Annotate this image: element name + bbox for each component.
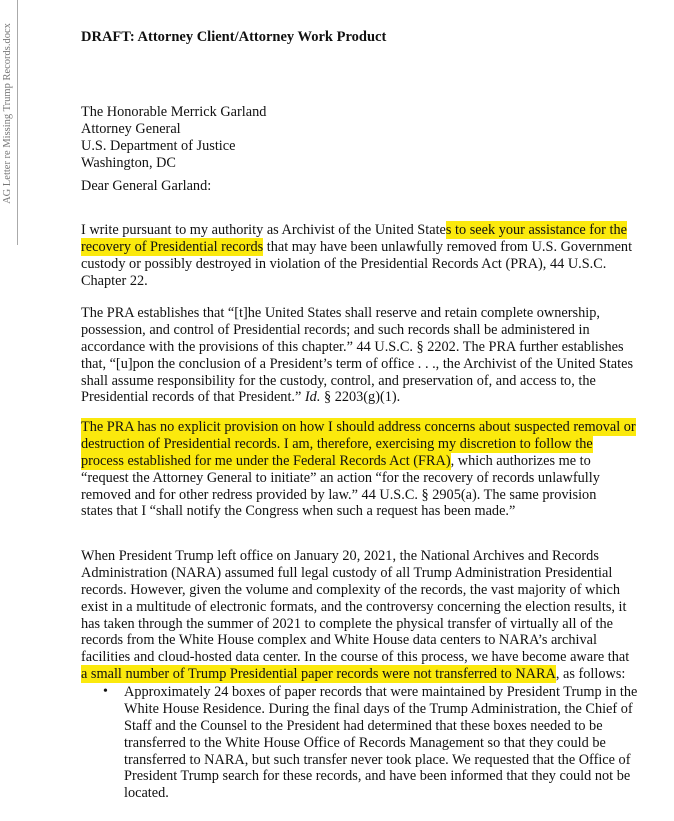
text-line [124,785,637,802]
text-line [81,632,629,649]
text-line [81,339,633,356]
paragraph-3 [81,419,636,520]
text-segment: custody or possibly destroyed in violation of the Presidential Records Act (PRA), 44 U.S.C. [81,255,607,272]
text-line [81,503,636,520]
bullet-icon: • [103,684,108,699]
text-segment: Chapter 22. [81,272,148,289]
text-segment: , which authorizes me to [450,452,591,469]
address-line: Washington, DC [81,154,176,171]
text-segment: The PRA establishes that “[t]he United States shall reserve and retain complete ownership, [81,305,600,321]
text-line [81,305,633,322]
text-segment: accordance with the provisions of this chapter.” 44 U.S.C. § 2202. The PRA further establishes [81,338,624,355]
text-line [124,768,637,785]
text-line [81,548,629,565]
text-line [81,436,636,453]
text-segment: Staff and the Counsel to the President had determined that these boxes needed to be [124,717,603,734]
text-line [81,419,636,436]
paragraph-4 [81,548,629,683]
address-line: U.S. Department of Justice [81,137,236,154]
text-segment: exist in a multitude of electronic formats, and the controversy concerning the election results, it [81,598,627,615]
text-line [81,356,633,373]
text-line [124,752,637,769]
italic-citation: Id. [304,389,321,406]
text-line [81,470,636,487]
text-segment: records. However, given the volume and complexity of the records, the vast majority of which [81,581,620,598]
text-line [81,389,633,406]
text-segment: states that I “shall notify the Congress when such a request has been made.” [81,503,516,520]
text-segment: shall assume responsibility for the custody, control, and preservation of, and access to, the [81,372,596,389]
text-segment: When President Trump left office on January 20, 2021, the National Archives and Records [81,548,599,564]
highlighted-text: destruction of Presidential records. I am, therefore, exercising my discretion to follow the [81,435,593,452]
highlighted-text: process established for me under the Federal Records Act (FRA) [81,452,451,469]
recipient-address [81,104,266,172]
text-segment: facilities and cloud-hosted data center. In the course of this process, we have become aware that [81,649,630,666]
highlighted-text: recovery of Presidential records [81,238,264,255]
text-segment: that may have been unlawfully removed from U.S. Government [263,238,633,255]
text-line [124,701,637,718]
text-line [81,239,632,256]
text-line [81,487,636,504]
text-line [81,565,629,582]
text-line [81,599,629,616]
address-line: The Honorable Merrick Garland [81,104,267,120]
text-line [81,582,629,599]
draft-heading: DRAFT: Attorney Client/Attorney Work Product [81,29,387,45]
paragraph-1 [81,222,632,290]
text-segment: possession, and control of Presidential records; and such records shall be administered in [81,321,590,338]
text-segment: I write pursuant to my authority as Archivist of the United State [81,222,446,238]
text-segment: President Trump search for these records, and have been informed that they could not be [124,768,631,785]
address-line: Attorney General [81,120,181,137]
text-line [81,222,632,239]
text-line [124,735,637,752]
highlighted-text: The PRA has no explicit provision on how I should address concerns about suspected removal or [81,419,636,435]
margin-rule [17,0,18,245]
text-segment: has taken through the summer of 2021 to complete the physical transfer of virtually all of the [81,615,614,632]
text-segment: White House Residence. During the final days of the Trump Administration, the Chief of [124,700,633,717]
text-segment: Administration (NARA) assumed full legal custody of all Trump Administration Presidential [81,564,613,581]
document-filename-label: AG Letter re Missing Trump Records.docx [2,23,13,204]
text-line [81,649,629,666]
text-line [81,256,632,273]
text-line [81,273,632,290]
text-line [81,373,633,390]
text-segment: removed and for other redress provided by law.” 44 U.S.C. § 2905(a). The same provision [81,486,597,503]
text-segment: transferred to the White House Office of Records Management so that they could be [124,734,606,751]
text-segment: “request the Attorney General to initiate” an action “for the recovery of records unlawfully [81,469,600,486]
text-line [81,616,629,633]
text-segment: located. [124,785,169,802]
text-segment: , as follows: [555,666,626,683]
text-segment: that, “[u]pon the conclusion of a President’s term of office . . ., the Archivist of the United States [81,355,634,372]
text-line [81,666,629,683]
highlighted-text: s to seek your assistance for the [445,222,627,238]
highlighted-text: a small number of Trump Presidential paper records were not transferred to NARA [81,666,556,683]
text-line [124,684,637,701]
text-segment: § 2203(g)(1). [320,389,401,406]
text-segment: transferred to NARA, but such transfer never took place. We requested that the Office of [124,751,631,768]
bullet-item [124,684,637,802]
text-segment: Presidential records of that President.” [81,389,305,406]
text-line [81,453,636,470]
text-line [81,322,633,339]
text-segment: Approximately 24 boxes of paper records that were maintained by President Trump in the [124,684,638,700]
salutation: Dear General Garland: [81,178,212,194]
paragraph-2 [81,305,633,406]
text-line [124,718,637,735]
text-segment: records from the White House complex and White House data centers to NARA’s archival [81,632,597,649]
